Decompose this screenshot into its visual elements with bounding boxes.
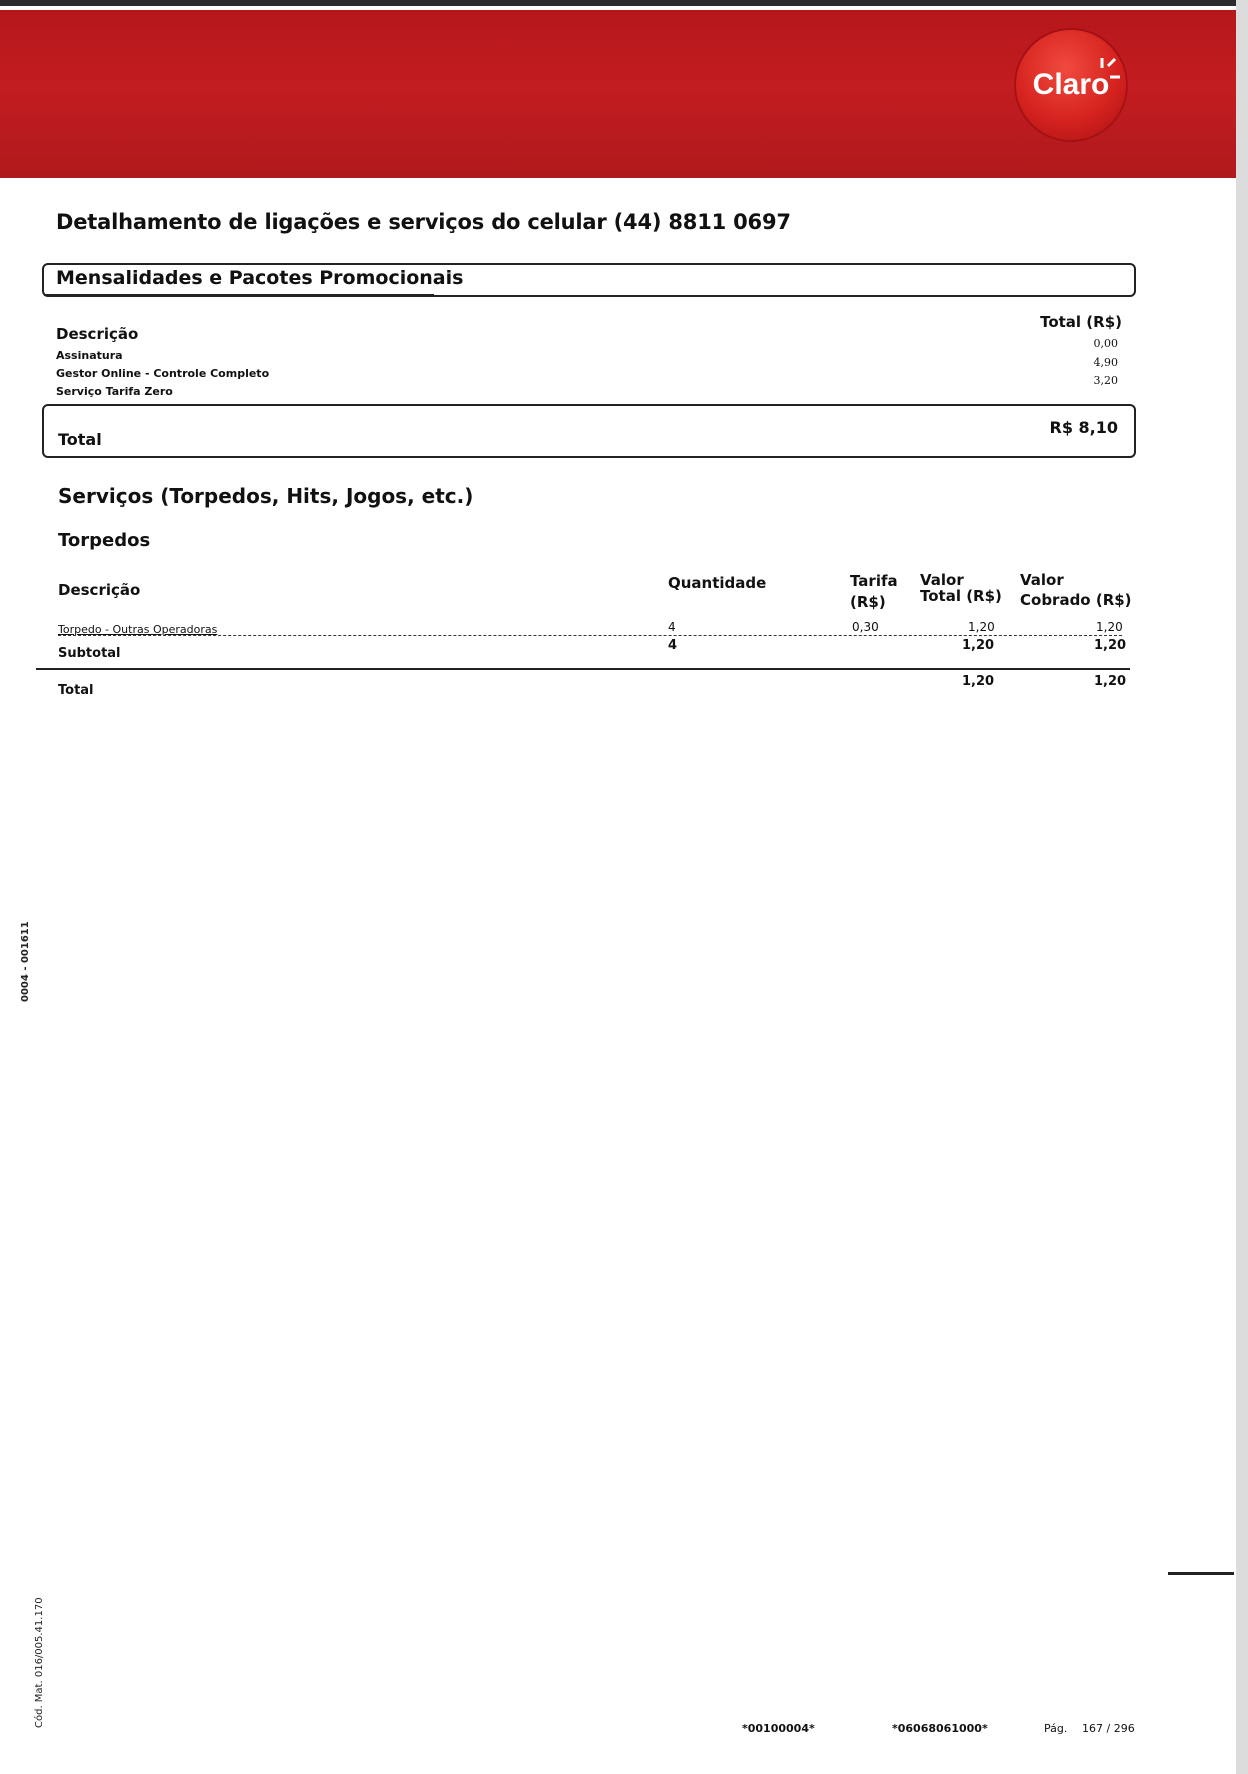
col-valor-total: Valor [920,571,964,589]
col-tarifa-unit: (R$) [850,593,886,611]
total-valor-total: 1,20 [962,674,995,689]
footer-page-number: 167 / 296 [1082,1722,1135,1735]
mensalidades-item-value: 4,90 [1093,356,1118,369]
total-label: Total [58,683,94,698]
table-row-valor-cobrado: 1,20 [1096,620,1123,634]
col-quantidade: Quantidade [668,574,767,592]
mensalidades-item-value: 0,00 [1093,337,1118,350]
mensalidades-item-label: Serviço Tarifa Zero [56,385,173,398]
table-row-tarifa: 0,30 [852,620,879,634]
col-valor-cobrado: Valor [1020,571,1064,589]
page-edge [1236,0,1248,1774]
mensalidades-section-header [42,263,1136,297]
claro-logo-text: Claro [1032,68,1110,101]
fold-mark [1168,1572,1234,1575]
subtotal-label: Subtotal [58,646,121,661]
mensalidades-title-underline [44,294,434,296]
mensalidades-total-label: Total [58,430,102,449]
margin-code-bottom: Cód. Mat. 016/005.41.170 [34,1597,45,1728]
subtotal-valor-total: 1,20 [962,638,995,653]
mensalidades-total-value: R$ 8,10 [1049,418,1118,437]
subtotal-valor-cobrado: 1,20 [1094,638,1127,653]
claro-logo [1016,30,1126,140]
margin-code-top: 0004 - 001611 [20,921,31,1002]
table-row-descricao: Torpedo - Outras Operadoras [58,623,218,636]
servicos-title: Serviços (Torpedos, Hits, Jogos, etc.) [58,484,474,508]
top-border-line [0,0,1248,6]
col-valor-total-unit: Total (R$) [920,587,1002,605]
table-row-valor-total: 1,20 [968,620,995,634]
mensalidades-item-value: 3,20 [1093,374,1118,387]
mensalidades-item-label: Gestor Online - Controle Completo [56,367,270,380]
col-valor-cobrado-unit: Cobrado (R$) [1020,591,1132,609]
torpedos-title: Torpedos [58,530,151,551]
mensalidades-col-total: Total (R$) [1040,313,1122,331]
mensalidades-title: Mensalidades e Pacotes Promocionais [56,267,464,289]
mensalidades-item-label: Assinatura [56,349,123,362]
col-descricao: Descrição [58,581,141,599]
mensalidades-total-box [42,404,1136,458]
footer-barcode-2: *06068061000* [892,1722,988,1735]
total-valor-cobrado: 1,20 [1094,674,1127,689]
footer-barcode-1: *00100004* [742,1722,815,1735]
page-title: Detalhamento de ligações e serviços do celular (44) 8811 0697 [56,210,791,234]
mensalidades-col-descricao: Descrição [56,325,139,343]
row-dotted-leader [58,635,1122,636]
subtotal-quantidade: 4 [668,638,678,653]
col-tarifa: Tarifa [850,572,898,590]
footer-page-label: Pág. [1044,1722,1068,1735]
table-row-quantidade: 4 [668,620,676,634]
total-divider [36,668,1130,670]
